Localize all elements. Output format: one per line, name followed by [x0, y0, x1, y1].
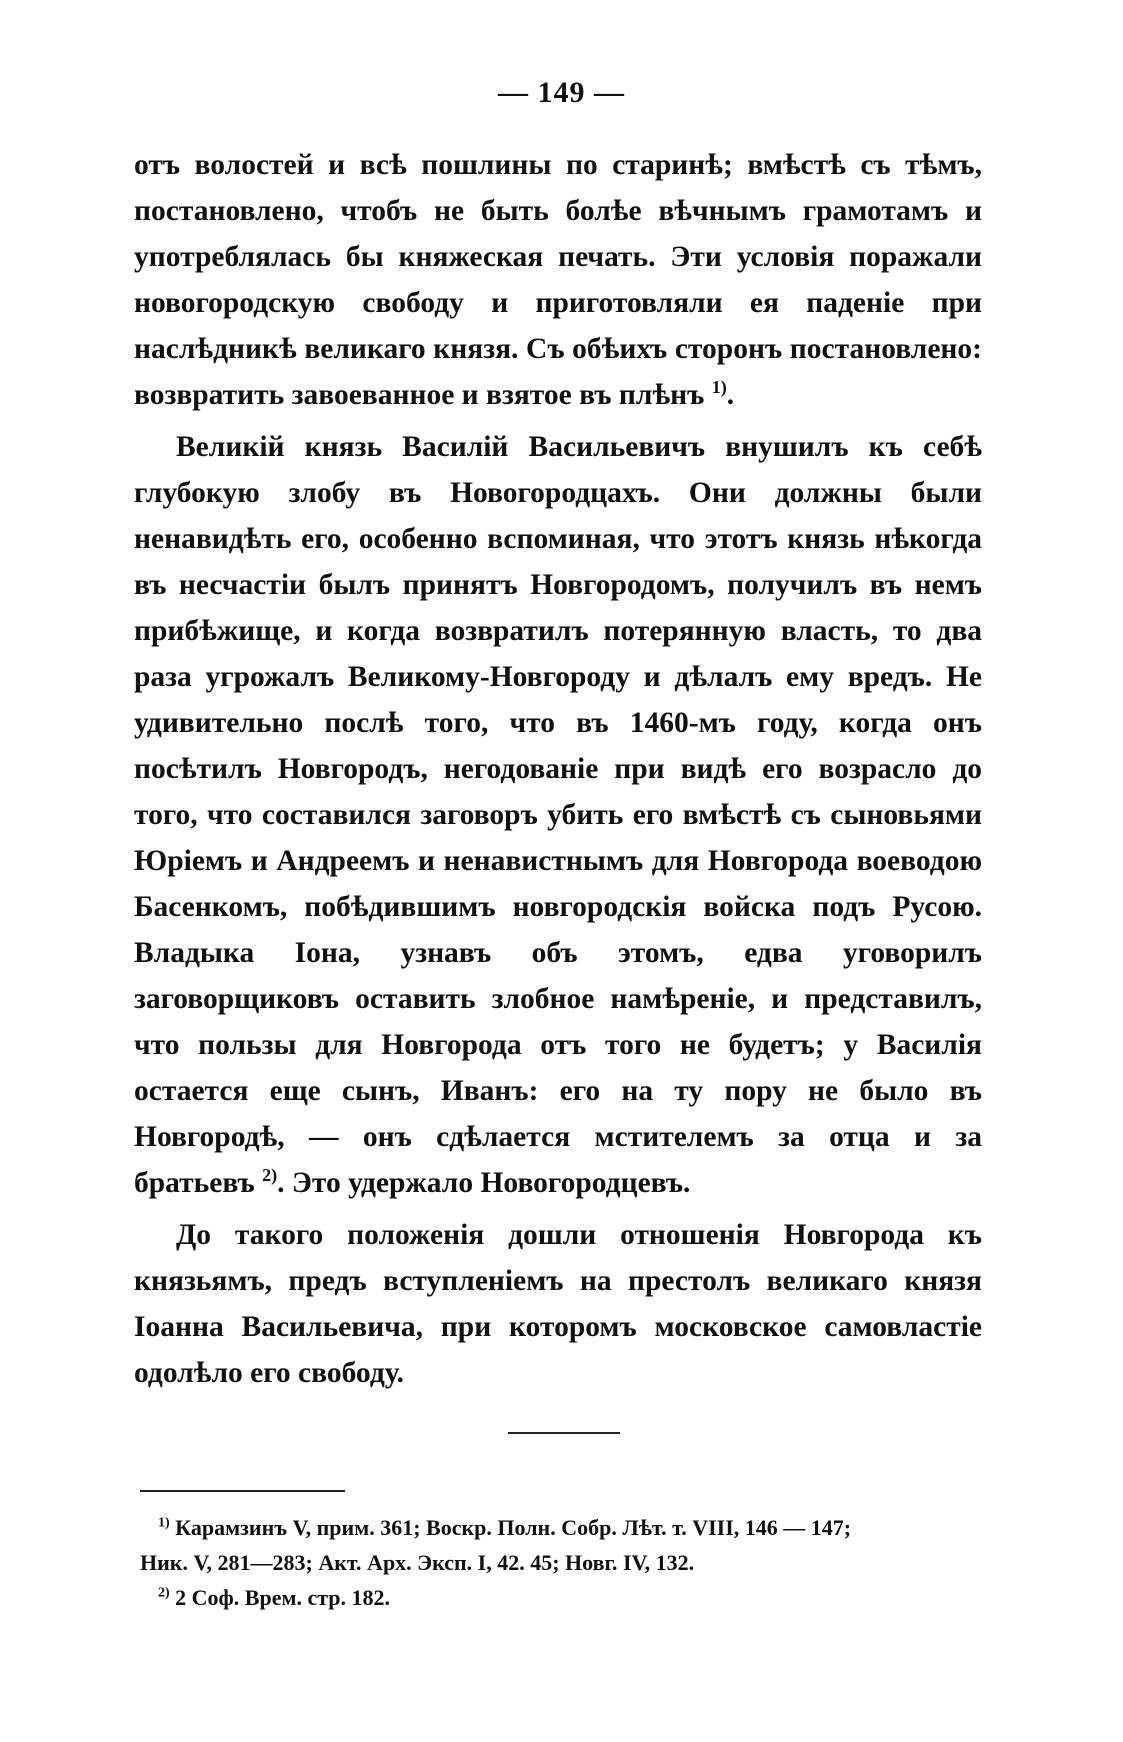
footnote-2 — [140, 1580, 990, 1615]
paragraph-1 — [134, 142, 982, 418]
footnote-1-line-2: Ник. V, 281—283; Акт. Арх. Эксп. I, 42. 45; Новг. IV, 132. — [140, 1550, 695, 1575]
paragraph-2-tail: . Это удержало Новогородцевъ. — [277, 1167, 691, 1199]
paragraph-2 — [134, 424, 982, 1206]
footnote-1-mark: 1) — [158, 1515, 170, 1531]
paragraph-1-text: отъ волостей и всѣ пошлины по старинѣ; вмѣстѣ съ тѣмъ, постановлено, чтобъ не быть болѣе вѣчнымъ грамотамъ и употреблялась бы княжеская печать. Эти условія поражали новогородскую свободу и приготовляли ея паденіе при наслѣдникѣ великаго князя. Съ обѣихъ сторонъ постановлено: возвратить завоеванное и взятое въ плѣнъ — [134, 149, 982, 411]
paragraph-3-text: До такого положенія дошли отношенія Новгорода къ князьямъ, предъ вступленіемъ на престолъ великаго князя Іоанна Васильевича, при которомъ московское самовластіе одолѣло его свободу. — [134, 1219, 982, 1389]
footnotes — [140, 1510, 990, 1615]
footnote-2-line-1: 2 Соф. Врем. стр. 182. — [175, 1585, 391, 1610]
footnote-ref-2: 2) — [262, 1165, 278, 1186]
paragraph-2-text: Великій князь Василій Васильевичъ внушилъ къ себѣ глубокую злобу въ Новогородцахъ. Они должны были ненавидѣть его, особенно вспоминая, что этотъ князь нѣкогда въ несчастіи былъ принятъ Новгородомъ, получилъ въ немъ прибѣжище, и когда возвратилъ потерянную власть, то два раза угрожалъ Великому-Новгороду и дѣлалъ ему вредъ. Не удивительно послѣ того, что въ 1460-мъ году, когда онъ посѣтилъ Новгородъ, негодованіе при видѣ его возрасло до того, что составился заговоръ убить его вмѣстѣ съ сыновьями Юріемъ и Андреемъ и ненавистнымъ для Новгорода воеводою Басенкомъ, побѣдившимъ новгородскія войска подъ Русою. Владыка Іона, узнавъ объ этомъ, едва уговорилъ заговорщиковъ оставить злобное намѣреніе, и представилъ, что пользы для Новгорода отъ того не будетъ; у Василія остается еще сынъ, Иванъ: его на ту пору не было въ Новгородѣ, — онъ сдѣлается мстителемъ за отца и за братьевъ — [134, 431, 982, 1199]
paragraph-3 — [134, 1212, 982, 1396]
footnote-1-line-1: Карамзинъ V, прим. 361; Воскр. Полн. Собр. Лѣт. т. VIII, 146 — 147; — [175, 1515, 852, 1540]
footnote-ref-1: 1) — [711, 377, 727, 398]
page-number: — 149 — — [498, 76, 625, 109]
footnote-2-mark: 2) — [158, 1585, 170, 1601]
section-end-rule — [508, 1432, 620, 1434]
footnote-separator — [140, 1490, 345, 1492]
main-text — [134, 142, 982, 1402]
footnote-1-continued — [140, 1545, 990, 1580]
paragraph-1-tail: . — [726, 379, 735, 411]
footnote-1 — [140, 1510, 990, 1545]
